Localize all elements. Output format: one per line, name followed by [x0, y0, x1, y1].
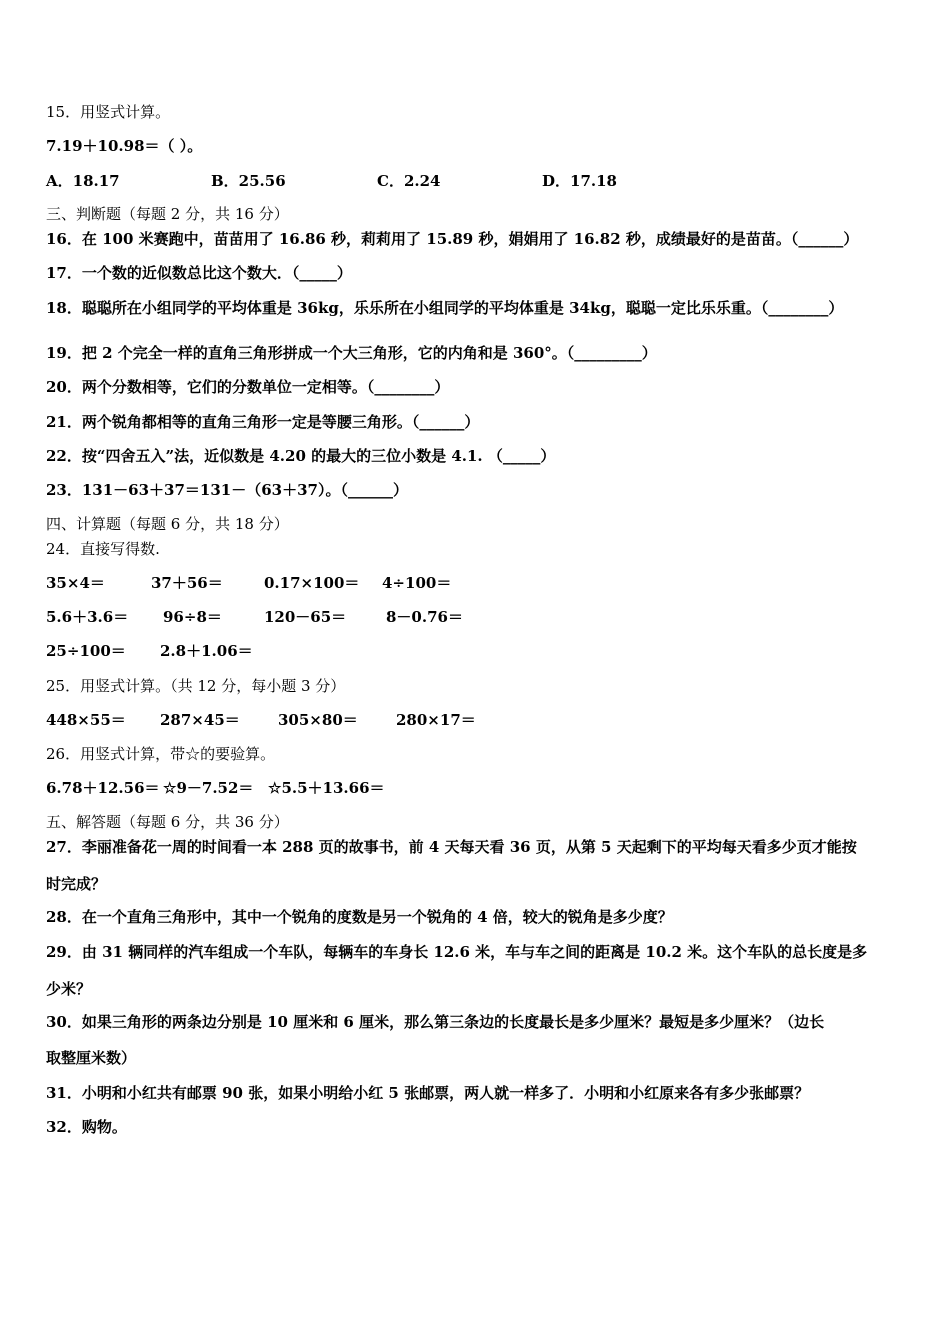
- q24-r2-c4: 8－0.76＝: [386, 608, 463, 626]
- section-5-heading: 五、解答题（每题 6 分，共 36 分）: [46, 813, 289, 831]
- q15-option-a: A．18.17: [46, 172, 120, 190]
- q24-r3-c1: 25÷100＝: [46, 642, 126, 660]
- q26-c1: 6.78＋12.56＝: [46, 779, 160, 797]
- q24-r1-c4: 4÷100＝: [382, 574, 452, 592]
- q24-r1-c1: 35×4＝: [46, 574, 105, 592]
- q24-r3-c2: 2.8＋1.06＝: [160, 642, 253, 660]
- q30-line2: 取整厘米数）: [46, 1049, 137, 1067]
- q21: 21．两个锐角都相等的直角三角形一定是等腰三角形。（______）: [46, 413, 480, 431]
- q16: 16．在 100 米赛跑中，苗苗用了 16.86 秒，莉莉用了 15.89 秒，娟娟用了 16.82 秒，成绩最好的是苗苗。（______）: [46, 230, 859, 248]
- q24-r1-c2: 37＋56＝: [151, 574, 223, 592]
- q26-c2: ☆9－7.52＝: [163, 779, 254, 797]
- q29-line1: 29．由 31 辆同样的汽车组成一个车队，每辆车的车身长 12.6 米，车与车之间的距离是 10.2 米。这个车队的总长度是多: [46, 943, 868, 961]
- q24-title: 24．直接写得数.: [46, 540, 160, 558]
- q24-r1-c3: 0.17×100＝: [264, 574, 360, 592]
- q24-r2-c3: 120－65＝: [264, 608, 347, 626]
- q26-c3: ☆5.5＋13.66＝: [268, 779, 385, 797]
- q17: 17．一个数的近似数总比这个数大．（_____）: [46, 264, 352, 282]
- q15-title: 15．用竖式计算。: [46, 103, 171, 121]
- section-3-heading: 三、判断题（每题 2 分，共 16 分）: [46, 205, 289, 223]
- q25-c2: 287×45＝: [160, 711, 240, 729]
- q28: 28．在一个直角三角形中，其中一个锐角的度数是另一个锐角的 4 倍，较大的锐角是多少度？: [46, 908, 673, 926]
- q27-line1: 27．李丽准备花一周的时间看一本 288 页的故事书，前 4 天每天看 36 页，从第 5 天起剩下的平均每天看多少页才能按: [46, 838, 857, 856]
- q15-option-b: B．25.56: [211, 172, 286, 190]
- q25-c3: 305×80＝: [278, 711, 358, 729]
- q31: 31．小明和小红共有邮票 90 张，如果小明给小红 5 张邮票，两人就一样多了．小明和小红原来各有多少张邮票？: [46, 1084, 810, 1102]
- q15-option-c: C．2.24: [377, 172, 441, 190]
- q24-r2-c1: 5.6＋3.6＝: [46, 608, 129, 626]
- q25-c1: 448×55＝: [46, 711, 126, 729]
- q30-line1: 30．如果三角形的两条边分别是 10 厘米和 6 厘米，那么第三条边的长度最长是多少厘米？最短是多少厘米？（边长: [46, 1013, 825, 1031]
- section-4-heading: 四、计算题（每题 6 分，共 18 分）: [46, 515, 289, 533]
- q25-title: 25．用竖式计算。（共 12 分，每小题 3 分）: [46, 677, 346, 695]
- q18: 18．聪聪所在小组同学的平均体重是 36kg，乐乐所在小组同学的平均体重是 34kg，聪聪一定比乐乐重。（________）: [46, 299, 844, 317]
- q22: 22．按“四舍五入”法，近似数是 4.20 的最大的三位小数是 4.1. （_____）: [46, 447, 556, 465]
- q24-r2-c2: 96÷8＝: [163, 608, 222, 626]
- q20: 20．两个分数相等，它们的分数单位一定相等。（________）: [46, 378, 450, 396]
- q32: 32．购物。: [46, 1118, 127, 1136]
- q23: 23．131－63＋37＝131－（63＋37）。（______）: [46, 481, 408, 499]
- q15-expression: 7.19＋10.98＝（ ）。: [46, 137, 203, 155]
- q26-title: 26．用竖式计算，带☆的要验算。: [46, 745, 276, 763]
- q19: 19．把 2 个完全一样的直角三角形拼成一个大三角形，它的内角和是 360°。（_________）: [46, 344, 657, 362]
- q27-line2: 时完成？: [46, 875, 107, 893]
- q15-option-d: D．17.18: [542, 172, 617, 190]
- q25-c4: 280×17＝: [396, 711, 476, 729]
- q29-line2: 少米？: [46, 980, 92, 998]
